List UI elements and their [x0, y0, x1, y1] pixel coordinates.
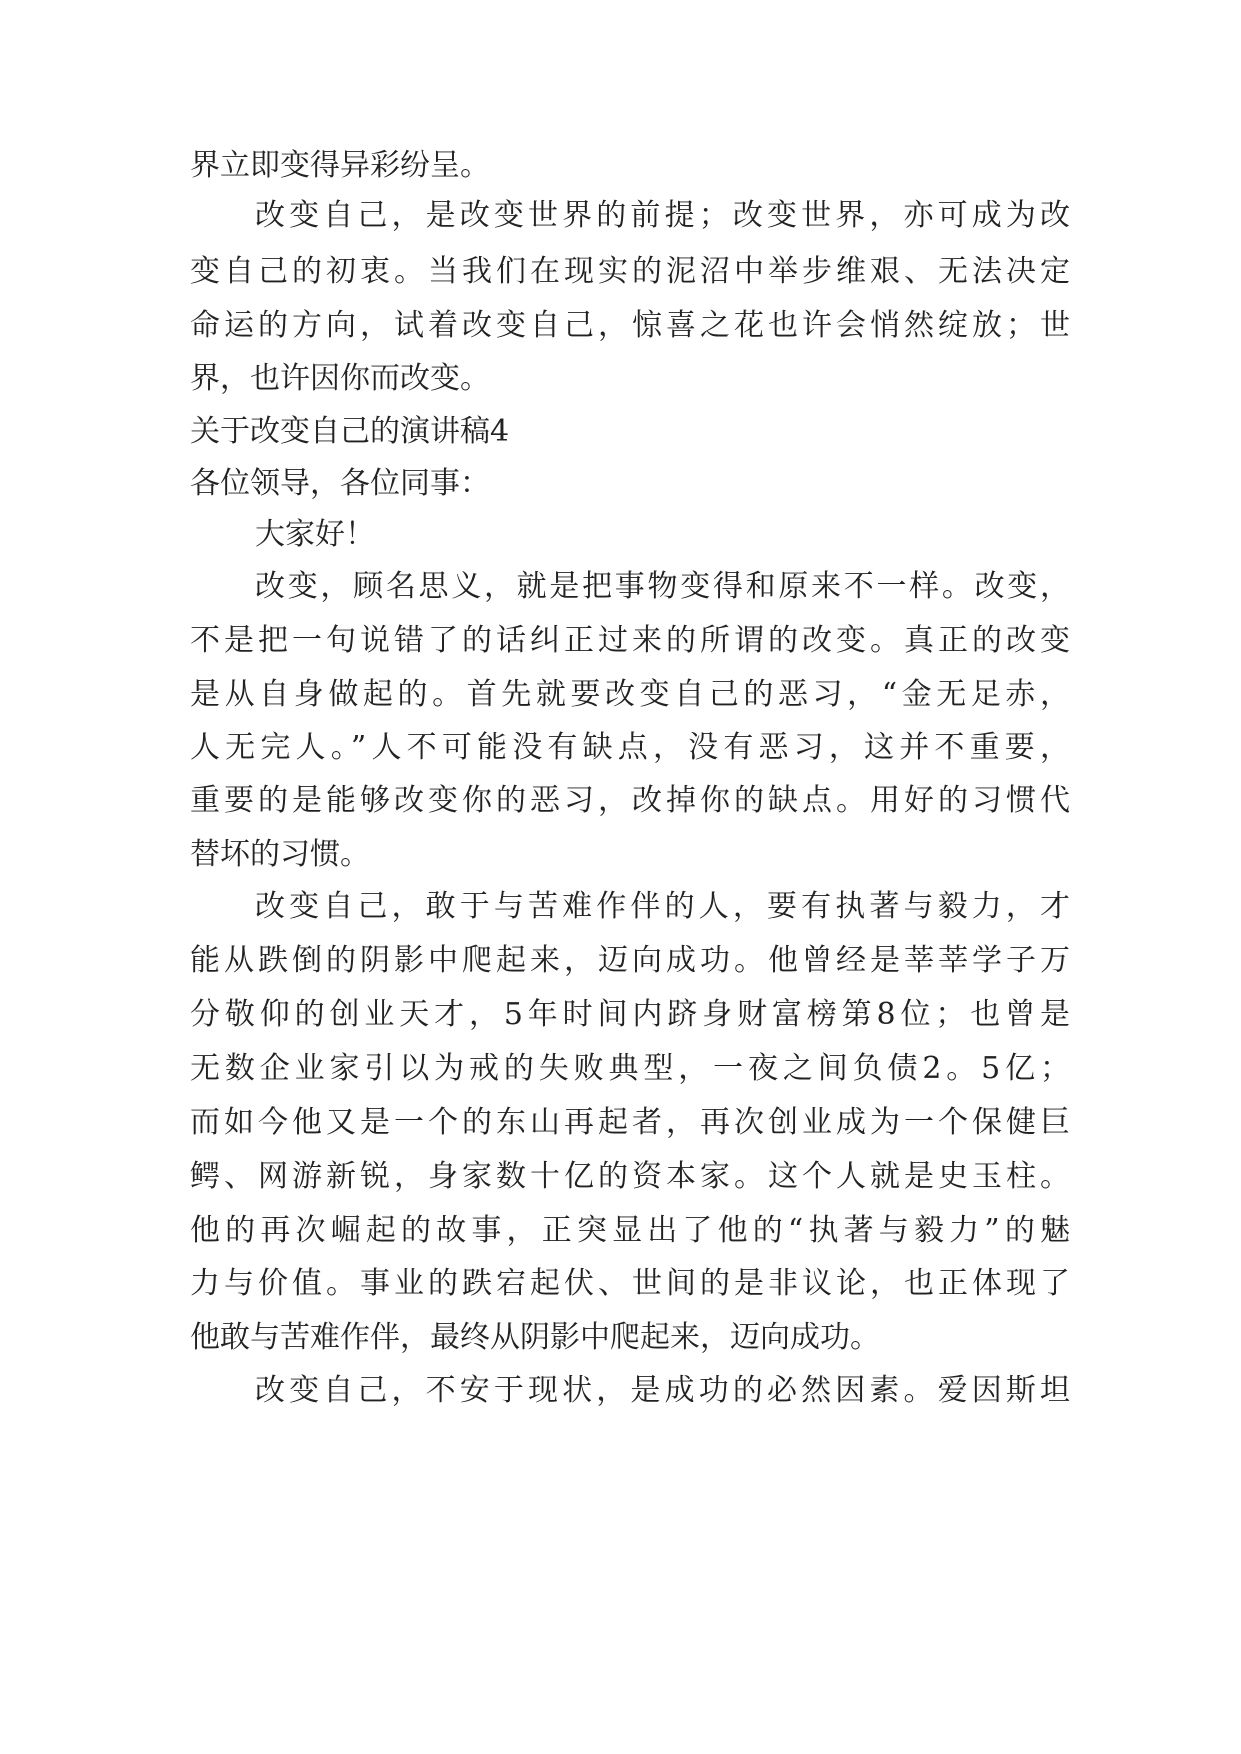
paragraph-line: 变自己的初衷。当我们在现实的泥沼中举步维艰、无法决定: [190, 254, 1070, 289]
paragraph-line: 能从跌倒的阴影中爬起来，迈向成功。他曾经是莘莘学子万: [190, 943, 1070, 978]
paragraph-line: 而如今他又是一个的东山再起者，再次创业成为一个保健巨: [190, 1105, 1070, 1140]
paragraph-line: 界立即变得异彩纷呈。: [190, 148, 490, 183]
paragraph-line: 重要的是能够改变你的恶习，改掉你的缺点。用好的习惯代: [190, 783, 1070, 818]
paragraph-line: 人无完人。”人不可能没有缺点，没有恶习，这并不重要，: [190, 730, 1070, 765]
paragraph-line: 是从自身做起的。首先就要改变自己的恶习，“金无足赤，: [190, 677, 1070, 712]
paragraph-line: 改变自己，敢于与苦难作伴的人，要有执著与毅力，才: [255, 889, 1070, 924]
paragraph-line: 鳄、网游新锐，身家数十亿的资本家。这个人就是史玉柱。: [190, 1159, 1070, 1194]
paragraph-line: 替坏的习惯。: [190, 837, 370, 872]
paragraph-line: 他敢与苦难作伴，最终从阴影中爬起来，迈向成功。: [190, 1320, 880, 1355]
paragraph-line: 无数企业家引以为戒的失败典型，一夜之间负债2。5亿；: [190, 1051, 1070, 1086]
paragraph-line: 他的再次崛起的故事，正突显出了他的“执著与毅力”的魅: [190, 1213, 1070, 1248]
paragraph-line: 界，也许因你而改变。: [190, 361, 490, 396]
paragraph-line: 改变自己，是改变世界的前提；改变世界，亦可成为改: [255, 198, 1070, 233]
salutation: 各位领导，各位同事：: [190, 466, 490, 501]
paragraph-line: 不是把一句说错了的话纠正过来的所谓的改变。真正的改变: [190, 623, 1070, 658]
section-heading: 关于改变自己的演讲稿4: [190, 414, 510, 449]
paragraph-line: 改变，顾名思义，就是把事物变得和原来不一样。改变，: [255, 569, 1070, 604]
paragraph-line: 分敬仰的创业天才，5年时间内跻身财富榜第8位；也曾是: [190, 997, 1070, 1032]
greeting: 大家好！: [255, 517, 375, 552]
paragraph-line: 命运的方向，试着改变自己，惊喜之花也许会悄然绽放；世: [190, 308, 1070, 343]
paragraph-line: 改变自己，不安于现状，是成功的必然因素。爱因斯坦: [255, 1373, 1070, 1408]
paragraph-line: 力与价值。事业的跌宕起伏、世间的是非议论，也正体现了: [190, 1266, 1070, 1301]
